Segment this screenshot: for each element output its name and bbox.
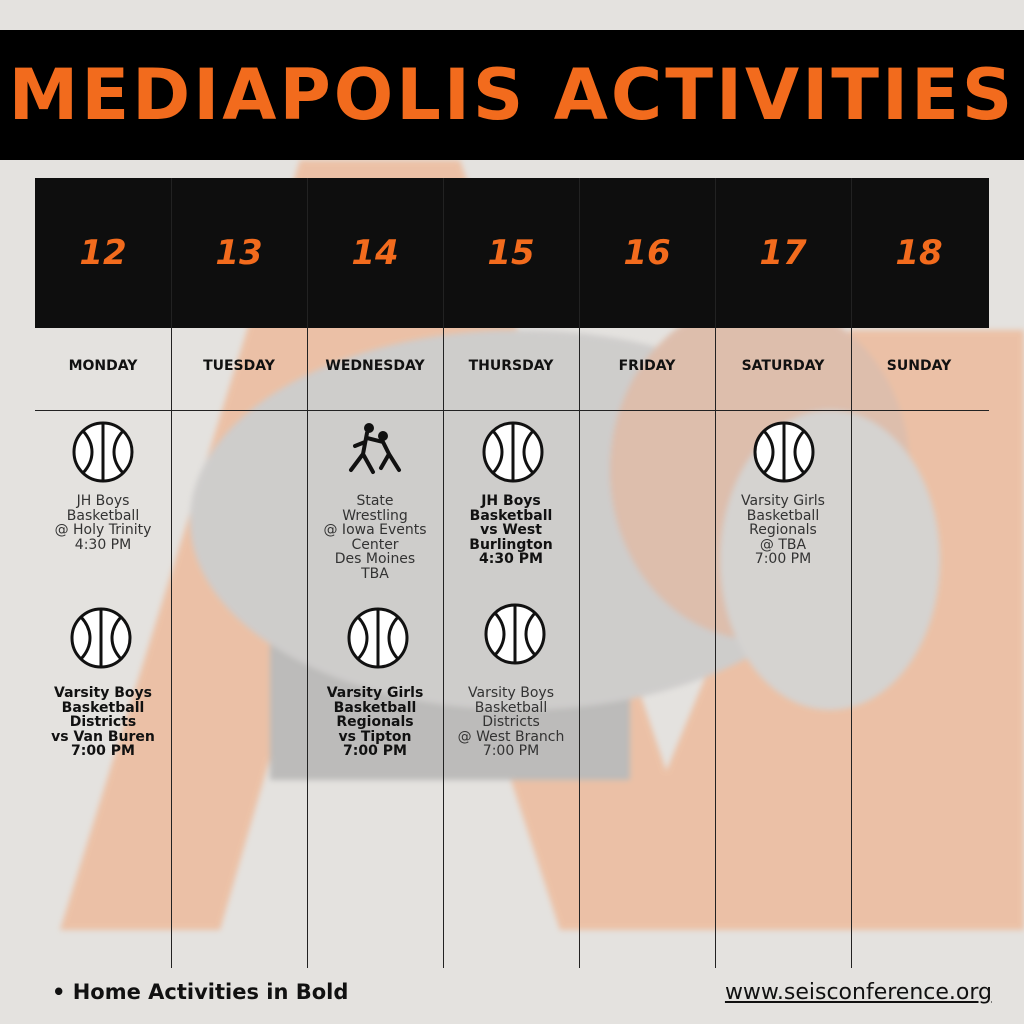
date-sunday: 18 xyxy=(895,233,943,273)
basketball-icon xyxy=(71,420,135,484)
day-sunday: SUNDAY xyxy=(886,358,952,374)
date-wednesday: 14 xyxy=(351,233,399,273)
event-saturday-1: Varsity Girls Basketball Regionals @ TBA 7:00 PM xyxy=(741,493,825,567)
date-saturday: 17 xyxy=(759,233,807,273)
page-title: MEDIAPOLIS ACTIVITIES xyxy=(8,54,1016,136)
header-divider xyxy=(35,410,989,411)
column-divider xyxy=(851,178,852,968)
event-thursday-1: JH Boys Basketball vs West Burlington 4:30 PM xyxy=(469,493,553,567)
day-wednesday: WEDNESDAY xyxy=(325,358,425,374)
column-divider xyxy=(579,178,580,968)
event-thursday-2: Varsity Boys Basketball Districts @ West Branch 7:00 PM xyxy=(457,685,565,759)
date-tuesday: 13 xyxy=(215,233,263,273)
date-thursday: 15 xyxy=(487,233,535,273)
event-monday-1: JH Boys Basketball @ Holy Trinity 4:30 PM xyxy=(54,493,152,553)
event-wednesday-2: Varsity Girls Basketball Regionals vs Tipton 7:00 PM xyxy=(326,685,424,759)
day-tuesday: TUESDAY xyxy=(203,358,275,374)
day-friday: FRIDAY xyxy=(618,358,676,374)
column-divider xyxy=(171,178,172,968)
basketball-icon xyxy=(752,420,816,484)
event-monday-2: Varsity Boys Basketball Districts vs Van Buren 7:00 PM xyxy=(51,685,155,759)
day-saturday: SATURDAY xyxy=(741,358,825,374)
wrestling-icon xyxy=(343,420,407,484)
day-thursday: THURSDAY xyxy=(468,358,554,374)
day-monday: MONDAY xyxy=(68,358,138,374)
basketball-icon xyxy=(481,420,545,484)
basketball-icon xyxy=(346,606,410,670)
basketball-icon xyxy=(483,602,547,666)
date-friday: 16 xyxy=(623,233,671,273)
basketball-icon xyxy=(69,606,133,670)
date-monday: 12 xyxy=(79,233,127,273)
column-divider xyxy=(715,178,716,968)
website-link[interactable]: www.seisconference.org xyxy=(724,980,992,1005)
event-wednesday-1: State Wrestling @ Iowa Events Center Des Moines TBA xyxy=(323,493,427,582)
column-divider xyxy=(443,178,444,968)
home-activities-note: • Home Activities in Bold xyxy=(52,980,349,1004)
